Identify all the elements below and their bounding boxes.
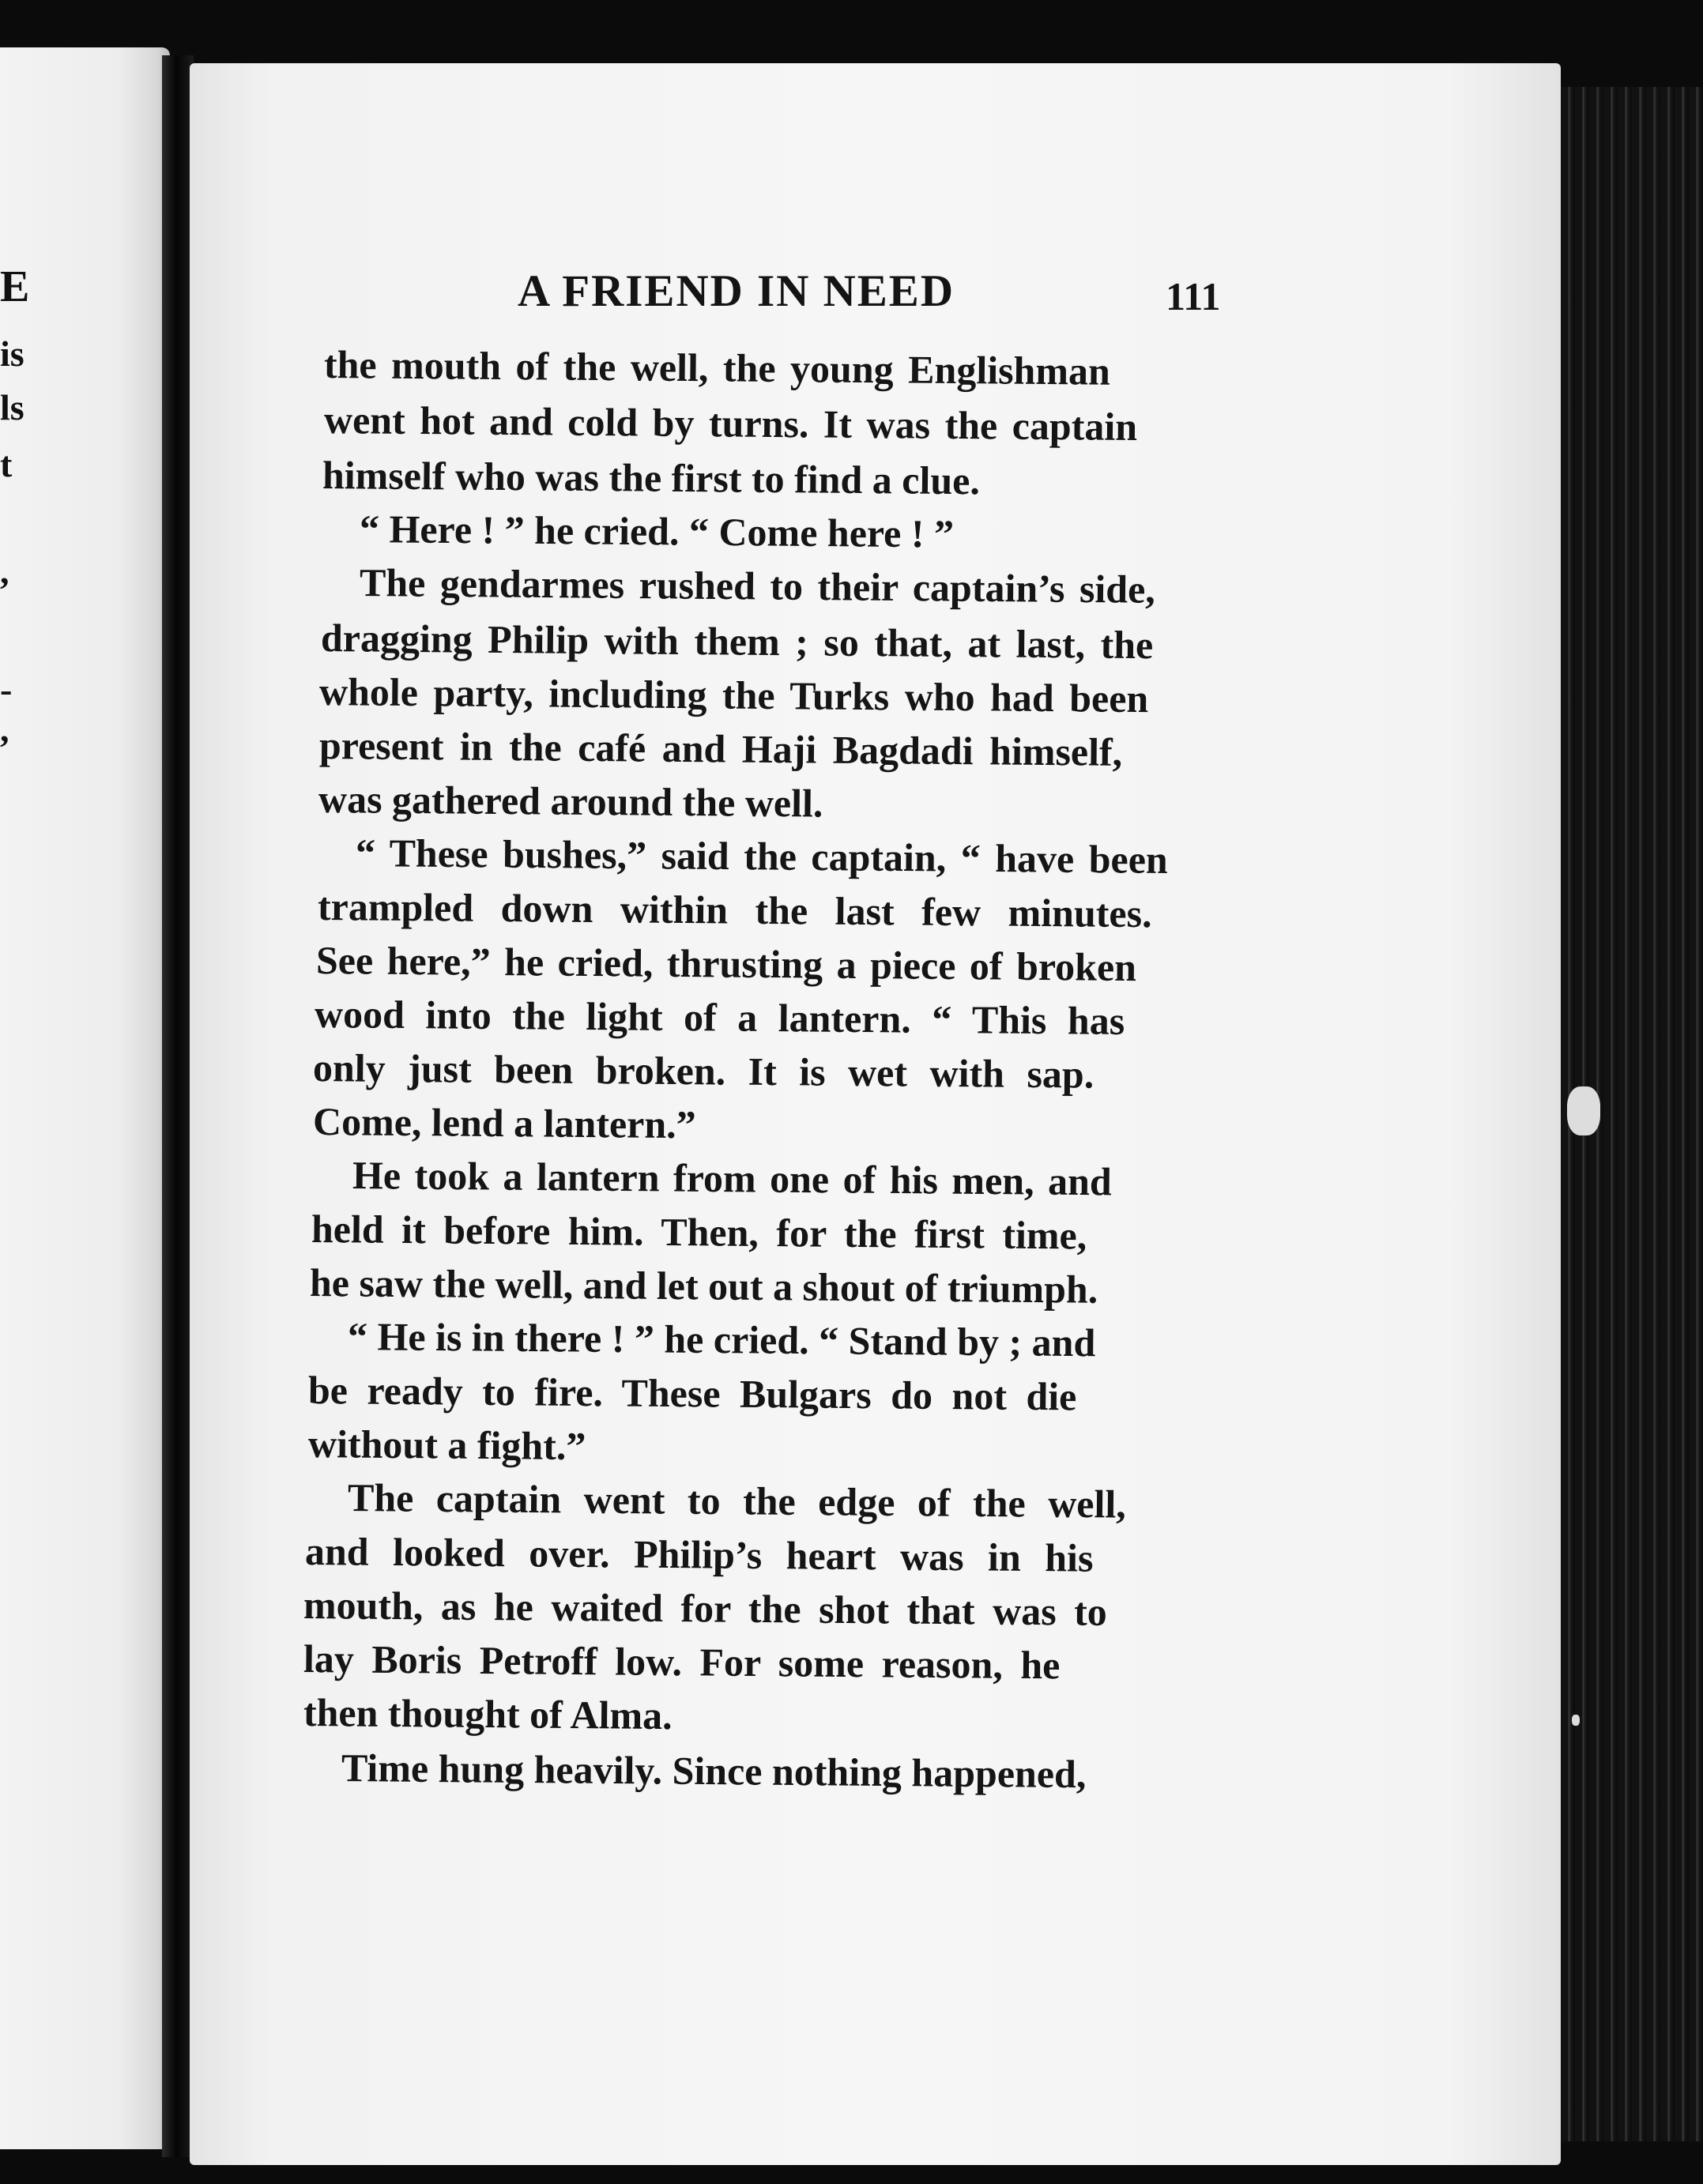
prev-page-fragment: E	[0, 262, 30, 311]
text-line: He took a lantern from one of his men, and	[352, 1153, 1112, 1204]
text-line: See here,” he cried, thrusting a piece of broken	[315, 938, 1137, 990]
text-line: “ He is in there ! ” he cried. “ Stand by ; and	[347, 1314, 1096, 1365]
text-line: lay Boris Petroff low. For some reason, he	[303, 1636, 1061, 1688]
text-line: held it before him. Then, for the first time,	[311, 1207, 1087, 1258]
previous-page	[0, 47, 170, 2149]
text-line: present in the café and Haji Bagdadi himself,	[318, 723, 1123, 774]
text-line: trampled down within the last few minutes.	[317, 884, 1152, 936]
text-line: was gathered around the well.	[318, 777, 823, 826]
text-line: he saw the well, and let out a shout of triumph.	[309, 1260, 1098, 1312]
text-line: and looked over. Philip’s heart was in his	[304, 1529, 1094, 1580]
page-number: 111	[1166, 274, 1221, 318]
text-line: went hot and cold by turns. It was the captain	[323, 397, 1138, 449]
text-line: then thought of Alma.	[303, 1690, 673, 1738]
text-line: only just been broken. It is wet with sap.	[312, 1045, 1095, 1097]
prev-page-fragment: ls	[0, 387, 24, 427]
book-gutter	[162, 55, 194, 2157]
prev-page-fragment: ,	[0, 551, 9, 591]
page-edges	[1561, 87, 1703, 2141]
text-line: dragging Philip with them ; so that, at last, the	[320, 616, 1154, 668]
text-line: “ These bushes,” said the captain, “ have been	[355, 830, 1169, 882]
text-line: wood into the light of a lantern. “ This has	[314, 992, 1125, 1043]
prev-page-fragment: is	[0, 333, 24, 374]
text-line: The captain went to the edge of the well,	[347, 1475, 1127, 1527]
edge-speck	[1567, 1086, 1600, 1135]
text-line: the mouth of the well, the young Englishman	[323, 342, 1111, 393]
text-line: The gendarmes rushed to their captain’s side,	[359, 560, 1156, 612]
prev-page-fragment: -	[0, 669, 13, 710]
text-line: mouth, as he waited for the shot that was to	[303, 1583, 1108, 1634]
edge-speck	[1572, 1715, 1580, 1726]
text-line: “ Here ! ” he cried. “ Come here ! ”	[359, 506, 955, 556]
running-head: A FRIEND IN NEED	[518, 266, 955, 316]
text-line: be ready to fire. These Bulgars do not die	[307, 1368, 1077, 1419]
text-line: himself who was the first to find a clue.	[322, 453, 981, 503]
text-line: whole party, including the Turks who had been	[318, 669, 1149, 721]
text-line: Come, lend a lantern.”	[312, 1099, 696, 1147]
text-line: without a fight.”	[307, 1421, 586, 1469]
prev-page-fragment: t	[0, 444, 13, 484]
text-line: Time hung heavily. Since nothing happened,	[341, 1745, 1087, 1797]
prev-page-fragment: ,	[0, 709, 9, 749]
